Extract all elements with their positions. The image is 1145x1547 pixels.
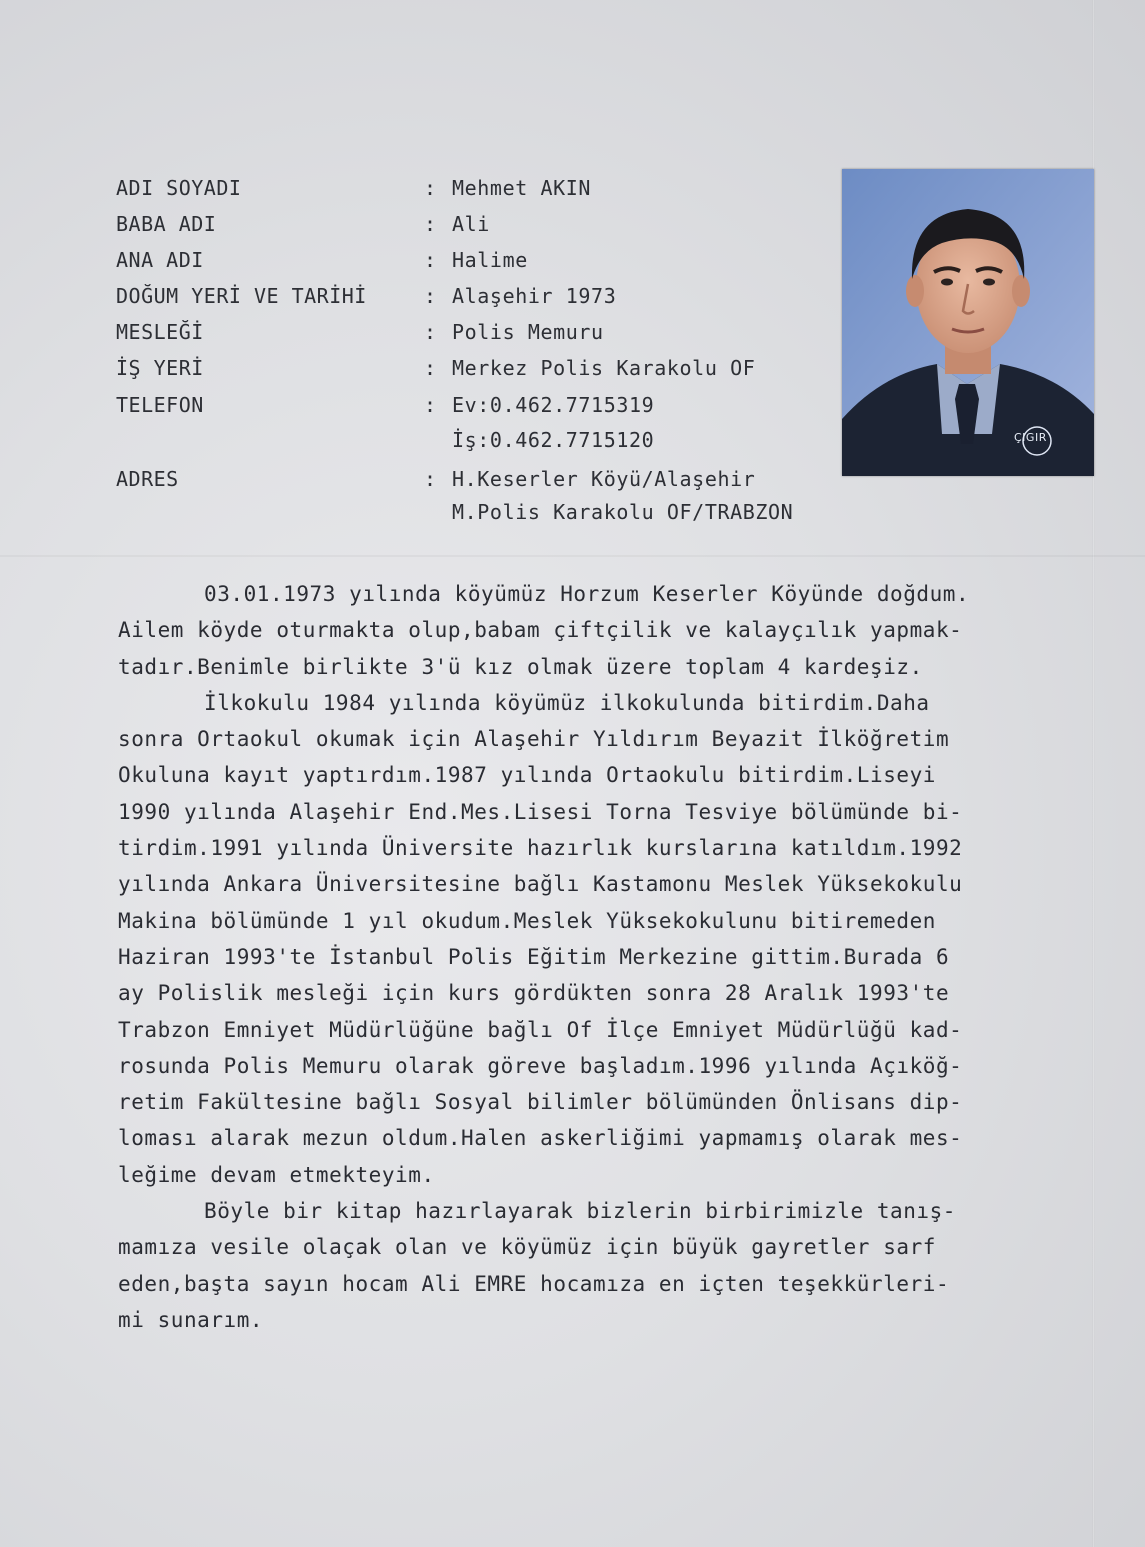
text-line: eden,başta sayın hocam Ali EMRE hocamıza en içten teşekkürleri- [118, 1271, 950, 1296]
info-colon: : [424, 467, 437, 491]
info-value: Halime [452, 248, 528, 272]
text-line: ay Polislik mesleği için kurs gördükten sonra 28 Aralık 1993'te [118, 981, 950, 1006]
info-value: M.Polis Karakolu OF/TRABZON [452, 500, 794, 524]
text-line: 1990 yılında Alaşehir End.Mes.Lisesi Torna Tesviye bölümünde bi- [118, 799, 963, 824]
info-label: ADI SOYADI [116, 176, 242, 200]
info-label: DOĞUM YERİ VE TARİHİ [116, 284, 367, 308]
text-line: tadır.Benimle birlikte 3'ü kız olmak üzere toplam 4 kardeşiz. [118, 654, 923, 679]
text-line: Makina bölümünde 1 yıl okudum.Meslek Yüksekokulunu bitiremeden [118, 908, 936, 933]
info-label: ADRES [116, 467, 179, 491]
biography-text [118, 576, 1048, 1338]
info-colon: : [424, 320, 437, 344]
text-line: mi sunarım. [118, 1307, 264, 1332]
text-line: sonra Ortaokul okumak için Alaşehir Yıldırım Beyazit İlköğretim [118, 727, 950, 752]
info-value: Ev:0.462.7715319 [452, 393, 655, 417]
text-line: rosunda Polis Memuru olarak göreve başladım.1996 yılında Açıköğ- [118, 1053, 963, 1078]
info-colon: : [424, 248, 437, 272]
text-line: yılında Ankara Üniversitesine bağlı Kastamonu Meslek Yüksekokulu [118, 872, 963, 897]
text-line: loması alarak mezun oldum.Halen askerliğimi yapmamış olarak mes- [118, 1126, 963, 1151]
info-label: BABA ADI [116, 212, 217, 236]
info-value: Polis Memuru [452, 320, 604, 344]
portrait-illustration [842, 169, 1094, 476]
portrait-photo [842, 169, 1094, 476]
text-line: Böyle bir kitap hazırlayarak bizlerin birbirimizle tanış- [204, 1199, 957, 1224]
text-line: tirdim.1991 yılında Üniversite hazırlık kurslarına katıldım.1992 [118, 836, 963, 861]
text-line: mamıza vesile olaçak olan ve köyümüz için büyük gayretler sarf [118, 1235, 936, 1260]
text-line: Haziran 1993'te İstanbul Polis Eğitim Merkezine gittim.Burada 6 [118, 944, 950, 969]
info-colon: : [424, 176, 437, 200]
info-value: H.Keserler Köyü/Alaşehir [452, 467, 756, 491]
info-value: Merkez Polis Karakolu OF [452, 356, 756, 380]
info-value: Alaşehir 1973 [452, 284, 617, 308]
text-line: retim Fakültesine bağlı Sosyal bilimler bölümünden Önlisans dip- [118, 1090, 963, 1115]
text-line: leğime devam etmekteyim. [118, 1162, 435, 1187]
text-line: Trabzon Emniyet Müdürlüğüne bağlı Of İlçe Emniyet Müdürlüğü kad- [118, 1017, 963, 1042]
info-value: Mehmet AKIN [452, 176, 592, 200]
info-label: TELEFON [116, 393, 204, 417]
paper-fold-horizontal [0, 555, 1145, 557]
text-line: 03.01.1973 yılında köyümüz Horzum Keserler Köyünde doğdum. [204, 582, 970, 606]
info-colon: : [424, 284, 437, 308]
info-colon: : [424, 212, 437, 236]
info-label: ANA ADI [116, 248, 204, 272]
info-label: İŞ YERİ [116, 356, 204, 380]
text-line: Okuluna kayıt yaptırdım.1987 yılında Ortaokulu bitirdim.Liseyi [118, 763, 936, 788]
photo-studio-stamp: ÇIGIR [1014, 431, 1047, 444]
info-label: MESLEĞİ [116, 320, 204, 344]
info-value: İş:0.462.7715120 [452, 428, 655, 452]
text-line: İlkokulu 1984 yılında köyümüz ilkokulunda bitirdim.Daha [204, 690, 930, 715]
info-value: Ali [452, 212, 490, 236]
info-colon: : [424, 356, 437, 380]
text-line: Ailem köyde oturmakta olup,babam çiftçilik ve kalayçılık yapmak- [118, 618, 963, 643]
info-colon: : [424, 393, 437, 417]
